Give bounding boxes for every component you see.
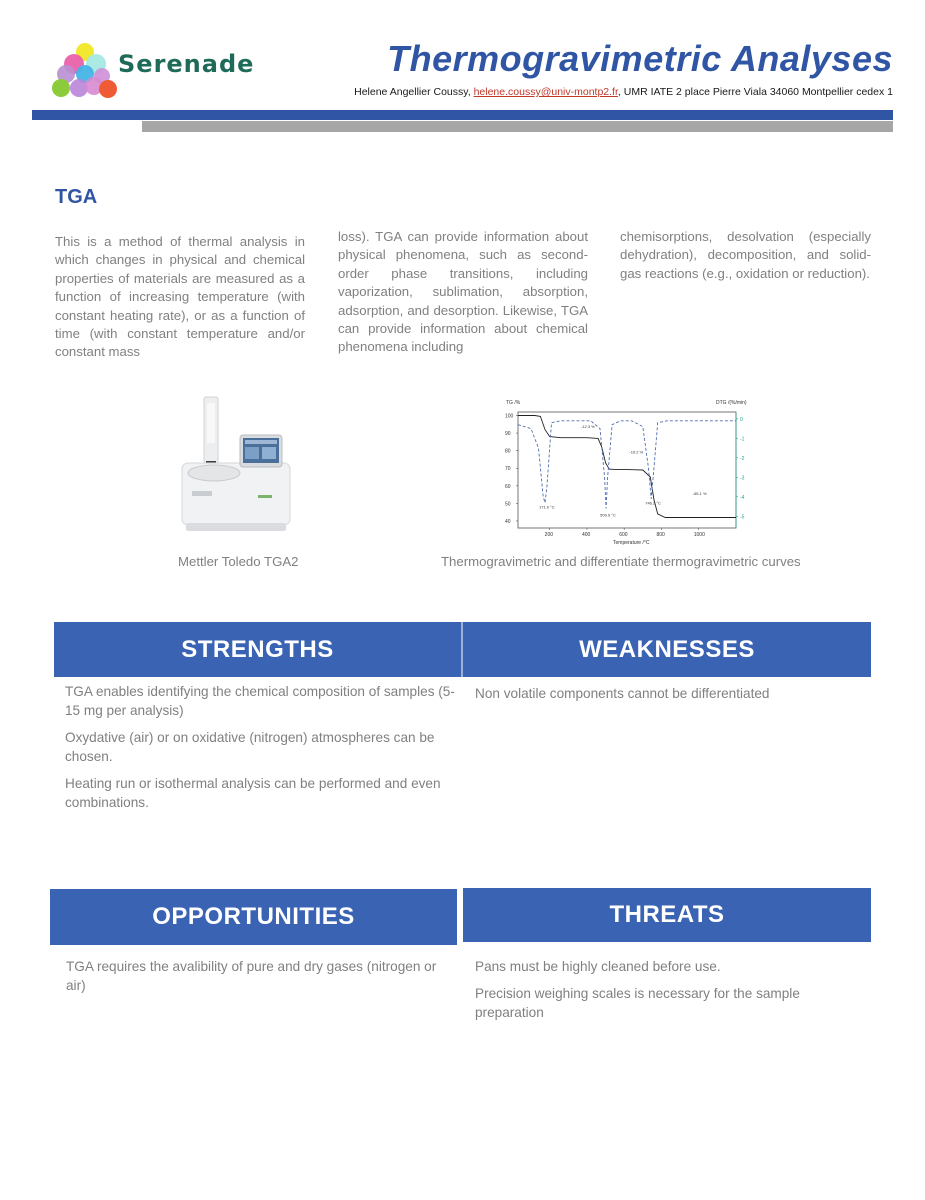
strengths-header: STRENGTHS xyxy=(54,622,461,677)
y-left-tick-label: 100 xyxy=(505,413,514,420)
y-right-tick-label: -1 xyxy=(740,436,745,443)
instrument-caption: Mettler Toledo TGA2 xyxy=(178,554,299,569)
intro-column-3: chemisorptions, desolvation (especially dehydration), decomposition, and solid-gas reactions (e.g., oxidation or reduction). xyxy=(620,229,871,281)
threat-item: Pans must be highly cleaned before use. xyxy=(475,959,721,974)
brand-name: Serenade xyxy=(118,50,255,78)
strengths-list xyxy=(65,682,455,820)
tga-chart xyxy=(486,390,776,550)
threats-header: THREATS xyxy=(463,888,871,942)
page-title: Thermogravimetric Analyses xyxy=(387,38,893,79)
threat-item: Precision weighing scales is necessary for the sample preparation xyxy=(475,986,800,1020)
chart-label-group xyxy=(505,400,747,546)
y-right-tick-label: 0 xyxy=(740,416,743,423)
y-left-tick-label: 50 xyxy=(505,501,511,508)
x-tick-label: 800 xyxy=(656,532,665,538)
y-right-tick-label: -2 xyxy=(740,455,745,462)
header-bar-blue xyxy=(32,110,893,120)
author-line xyxy=(354,86,893,98)
y-left-tick-label: 70 xyxy=(505,466,511,473)
tga-instrument-image xyxy=(178,395,298,537)
weakness-item: Non volatile components cannot be differentiated xyxy=(475,686,770,701)
strength-item: Oxydative (air) or on oxidative (nitrogen) atmospheres can be chosen. xyxy=(65,730,435,764)
chart-caption: Thermogravimetric and differentiate thermogravimetric curves xyxy=(441,554,801,569)
intro-column-1: This is a method of thermal analysis in which changes in physical and chemical properties of materials are measured as a function of increasing temperature (with constant heating rate), or as a function of time (with constant temperature and/or constant mass xyxy=(55,234,305,360)
x-tick-label: 200 xyxy=(544,532,554,538)
email-link[interactable]: helene.coussy@univ-montp2.fr xyxy=(473,86,618,98)
opportunity-item: TGA requires the avalibility of pure and dry gases (nitrogen or air) xyxy=(66,959,437,993)
strength-item: Heating run or isothermal analysis can be performed and even combinations. xyxy=(65,776,441,810)
y-left-tick-label: 40 xyxy=(505,518,511,525)
y-right-tick-label: -4 xyxy=(740,494,745,501)
chart-annotation: 171.0 °C xyxy=(539,504,555,510)
x-tick-label: 600 xyxy=(619,532,628,538)
strength-item: TGA enables identifying the chemical composition of samples (5-15 mg per analysis) xyxy=(65,684,455,718)
chart-annotation: 500.9 °C xyxy=(600,512,616,518)
weaknesses-header: WEAKNESSES xyxy=(463,622,871,677)
swot-divider xyxy=(461,622,463,677)
opportunities-header: OPPORTUNITIES xyxy=(50,889,457,945)
x-axis-label: Temperature /°C xyxy=(613,540,650,546)
y-right-tick-label: -3 xyxy=(740,475,745,482)
y-right-label: DTG /(%/min) xyxy=(716,400,747,406)
weaknesses-list xyxy=(475,684,865,711)
chart-plot-area xyxy=(516,412,738,530)
header-bar-gray xyxy=(142,121,893,132)
threats-list xyxy=(475,957,865,1030)
section-title: TGA xyxy=(55,186,98,208)
x-tick-label: 400 xyxy=(581,532,591,538)
y-left-tick-label: 60 xyxy=(505,483,511,490)
x-tick-label: 1000 xyxy=(693,532,705,538)
intro-column-2: loss). TGA can provide information about physical phenomena, such as second-order phase transitions, including vaporization, sublimation, absorption, adsorption, and desorption. Likewise, TGA can provide information about chemical phenomena including xyxy=(338,229,588,355)
author-text: Helene Angellier Coussy, xyxy=(354,86,474,98)
y-left-tick-label: 80 xyxy=(505,448,511,455)
chart-series-group xyxy=(518,416,736,518)
y-left-label: TG /% xyxy=(506,400,521,406)
chart-annotation: -19.2 % xyxy=(629,449,644,455)
y-right-tick-label: -5 xyxy=(740,514,745,521)
chart-annotation: -12.3 % xyxy=(580,423,595,429)
y-left-tick-label: 90 xyxy=(505,431,511,438)
affiliation-text: , UMR IATE 2 place Pierre Viala 34060 Montpellier cedex 1 xyxy=(617,86,893,98)
chart-annotation: 746.2 °C xyxy=(645,500,661,506)
chart-annotation: -65.1 % xyxy=(692,490,707,496)
opportunities-list xyxy=(66,957,456,1003)
